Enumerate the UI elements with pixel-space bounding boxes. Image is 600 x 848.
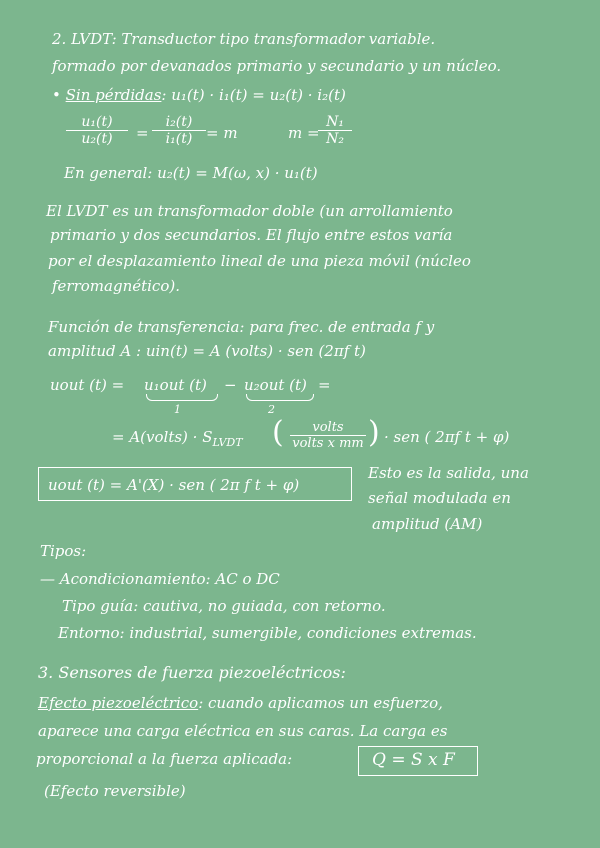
fraction-u1-u2: $\frac{\text{u₁(t)}}{\text{u₂(t)}}$: [66, 114, 128, 147]
type-item: Tipo guía: cautiva, no guiada, con retorno.: [62, 597, 386, 615]
input-signal-line: amplitud A : uin(t) = A (volts) · sen (2πf t): [48, 342, 366, 360]
uout-lhs: uout (t) =: [50, 376, 125, 394]
effect-line: aparece una carga eléctrica en sus caras. La carga es: [38, 722, 448, 740]
note-line: amplitud (AM): [372, 515, 483, 533]
general-equation: En general: u₂(t) = M(ω, x) · u₁(t): [64, 164, 318, 182]
paragraph-line: El LVDT es un transformador doble (un arrollamiento: [46, 202, 453, 220]
note-line: señal modulada en: [368, 489, 511, 507]
lossless-equation: : u₁(t) · i₁(t) = u₂(t) · i₂(t): [161, 86, 346, 104]
m-definition: m =: [288, 124, 320, 142]
sine-term: · sen ( 2πf t + φ): [384, 428, 510, 446]
note-line: Esto es la salida, una: [368, 464, 529, 482]
section-3-title: 3. Sensores de fuerza piezoeléctricos:: [38, 663, 346, 682]
fraction-i2-i1: $\frac{\text{i₂(t)}}{\text{i₁(t)}}$: [152, 114, 206, 147]
section-2-title: 2. LVDT: Transductor tipo transformador variable.: [52, 30, 436, 48]
fraction-n1-n2: $\frac{\text{N₁}}{\text{N₂}}$: [318, 114, 352, 147]
equals-m: = m: [206, 124, 238, 142]
equals-sign: =: [318, 376, 331, 394]
effect-line: Efecto piezoeléctrico: cuando aplicamos un esfuerzo,: [38, 694, 443, 712]
paren-open: (: [272, 415, 284, 450]
u1out-term: u₁out (t): [144, 376, 207, 394]
text-line: formado por devanados primario y secundario y un núcleo.: [52, 57, 502, 75]
sin-perdidas-label: Sin pérdidas: [65, 86, 162, 104]
type-item: — Acondicionamiento: AC o DC: [40, 570, 280, 588]
types-heading: Tipos:: [40, 542, 87, 560]
paren-close: ): [368, 415, 380, 450]
reversible-note: (Efecto reversible): [44, 782, 186, 800]
underbrace-2: [246, 394, 314, 401]
lossless-line: • Sin pérdidas: u₁(t) · i₁(t) = u₂(t) · i₂(t): [52, 86, 346, 104]
charge-formula: Q = S x F: [372, 750, 455, 770]
u2out-term: u₂out (t): [244, 376, 307, 394]
fraction-volts-mm: volts volts x mm: [290, 420, 366, 451]
output-formula: uout (t) = A'(X) · sen ( 2π f t + φ): [48, 476, 300, 494]
effect-line: proporcional a la fuerza aplicada:: [36, 750, 293, 768]
sensitivity-equation: = A(volts) · $S_{LVDT}$: [112, 428, 243, 449]
minus-sign: −: [224, 376, 237, 394]
underbrace-label-1: 1: [174, 403, 181, 416]
type-item: Entorno: industrial, sumergible, condiciones extremas.: [58, 624, 477, 642]
underbrace-label-2: 2: [268, 403, 275, 416]
effect-label: Efecto piezoeléctrico: [38, 694, 199, 712]
paragraph-line: por el desplazamiento lineal de una pieza móvil (núcleo: [48, 252, 471, 270]
transfer-function-line: Función de transferencia: para frec. de entrada f y: [48, 318, 435, 336]
equals-sign: =: [136, 124, 149, 142]
underbrace-1: [146, 394, 218, 401]
paragraph-line: primario y dos secundarios. El flujo entre estos varía: [50, 226, 453, 244]
paragraph-line: ferromagnético).: [52, 277, 180, 295]
